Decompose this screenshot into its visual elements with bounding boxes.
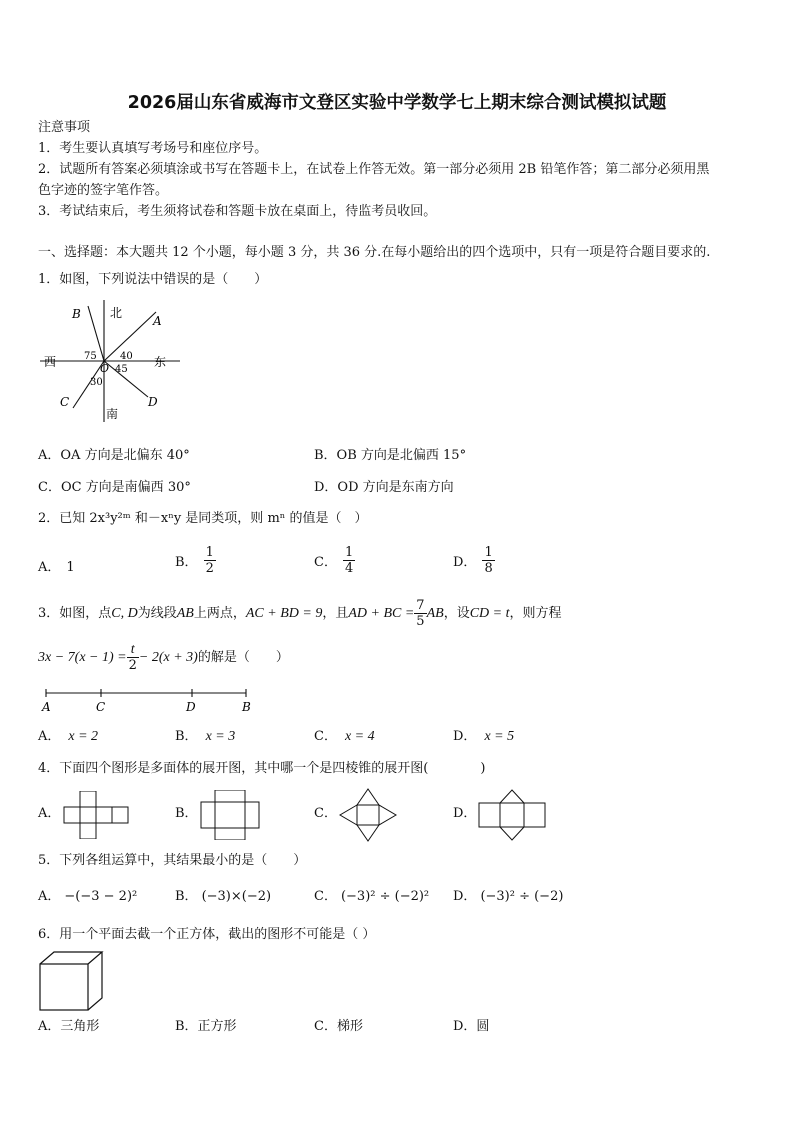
point-b-label: B bbox=[72, 307, 81, 321]
section-heading: 一、选择题：本大题共 12 个小题，每小题 3 分，共 36 分.在每小题给出的四个选项中，只有一项是符合题目要求的. bbox=[38, 245, 711, 260]
option-a-label: A． bbox=[38, 806, 61, 821]
option-c-label: C． bbox=[314, 806, 337, 821]
option-a: A．OA 方向是北偏东 40° bbox=[38, 448, 190, 463]
option-d: D．圆 bbox=[453, 1019, 490, 1034]
notice-item: 1．考生要认真填写考场号和座位序号。 bbox=[38, 141, 268, 156]
net-b-figure bbox=[199, 790, 261, 840]
point-a-label: A bbox=[153, 314, 162, 328]
south-label: 南 bbox=[106, 407, 119, 421]
notice-heading: 注意事项 bbox=[38, 120, 91, 135]
notice-item: 3．考试结束后，考生须将试卷和答题卡放在桌面上，待监考员收回。 bbox=[38, 204, 437, 219]
notice-item: 色字迹的签字笔作答。 bbox=[38, 183, 169, 198]
option-c: C． $\frac{1}{4}$ bbox=[314, 545, 354, 576]
option-d: D． $\frac{1}{8}$ bbox=[453, 545, 493, 576]
point-b-label: B bbox=[242, 700, 251, 714]
point-c-label: C bbox=[96, 700, 106, 714]
option-c: C． (−3)² ÷ (−2)² bbox=[314, 889, 430, 904]
west-label: 西 bbox=[44, 355, 57, 369]
cube-figure bbox=[38, 950, 104, 1012]
point-d-label: D bbox=[148, 395, 158, 409]
option-b: B． x = 3 bbox=[175, 729, 236, 744]
option-c: C．梯形 bbox=[314, 1019, 363, 1034]
question-3-equation: 3x − 7(x − 1) = $\frac{t}{2}$ − 2(x + 3)的解是（ ） bbox=[38, 642, 289, 673]
option-b: B． $\frac{1}{2}$ bbox=[175, 545, 214, 576]
option-d: D．OD 方向是东南方向 bbox=[314, 480, 454, 495]
option-b: B． (−3)×(−2) bbox=[175, 889, 272, 904]
page-title: 2026届山东省威海市文登区实验中学数学七上期末综合测试模拟试题 bbox=[127, 93, 667, 113]
net-c-figure bbox=[338, 787, 398, 843]
question-6-stem: 6．用一个平面去截一个正方体，截出的图形不可能是（ ） bbox=[38, 927, 376, 942]
north-label: 北 bbox=[110, 306, 123, 320]
option-b: B．OB 方向是北偏西 15° bbox=[314, 448, 467, 463]
net-a-figure bbox=[62, 791, 132, 839]
option-a: A． x = 2 bbox=[38, 729, 99, 744]
origin-label: O bbox=[100, 362, 110, 375]
option-b-label: B． bbox=[175, 806, 198, 821]
option-c: C．OC 方向是南偏西 30° bbox=[38, 480, 191, 495]
option-a: A．三角形 bbox=[38, 1019, 100, 1034]
segment-figure bbox=[40, 686, 260, 716]
notice-item: 2．试题所有答案必须填涂或书写在答题卡上，在试卷上作答无效。第一部分必须用 2B 铅笔作答；第二部分必须用黑 bbox=[38, 162, 710, 177]
angle-45-label: 45 bbox=[115, 364, 128, 375]
angle-40-label: 40 bbox=[120, 351, 133, 362]
question-2-stem: 2．已知 2x³y²ᵐ 和－xⁿy 是同类项，则 mⁿ 的值是（ ） bbox=[38, 511, 368, 526]
option-a: A． −(−3 − 2)² bbox=[38, 889, 138, 904]
point-c-label: C bbox=[60, 395, 70, 409]
option-c: C． x = 4 bbox=[314, 729, 375, 744]
question-4-stem: 4．下面四个图形是多面体的展开图，其中哪一个是四棱锥的展开图( ) bbox=[38, 761, 486, 776]
question-3-stem: 3．如图，点C, D为线段AB上两点，AC + BD = 9，且AD + BC = $\frac{7}{5}$ AB，设CD = t，则方程 bbox=[38, 598, 562, 629]
angle-30-label: 30 bbox=[90, 377, 103, 388]
angle-75-label: 75 bbox=[84, 351, 97, 362]
option-b: B．正方形 bbox=[175, 1019, 237, 1034]
question-1-stem: 1．如图，下列说法中错误的是（ ） bbox=[38, 272, 268, 287]
point-d-label: D bbox=[186, 700, 196, 714]
option-d-label: D． bbox=[453, 806, 477, 821]
option-a: A． 1 bbox=[38, 560, 75, 575]
point-a-label: A bbox=[42, 700, 51, 714]
option-d: D． x = 5 bbox=[453, 729, 515, 744]
question-5-stem: 5．下列各组运算中，其结果最小的是（ ） bbox=[38, 853, 307, 868]
net-d-figure bbox=[476, 789, 548, 841]
option-d: D． (−3)² ÷ (−2) bbox=[453, 889, 564, 904]
compass-figure bbox=[40, 300, 180, 422]
east-label: 东 bbox=[154, 355, 167, 369]
